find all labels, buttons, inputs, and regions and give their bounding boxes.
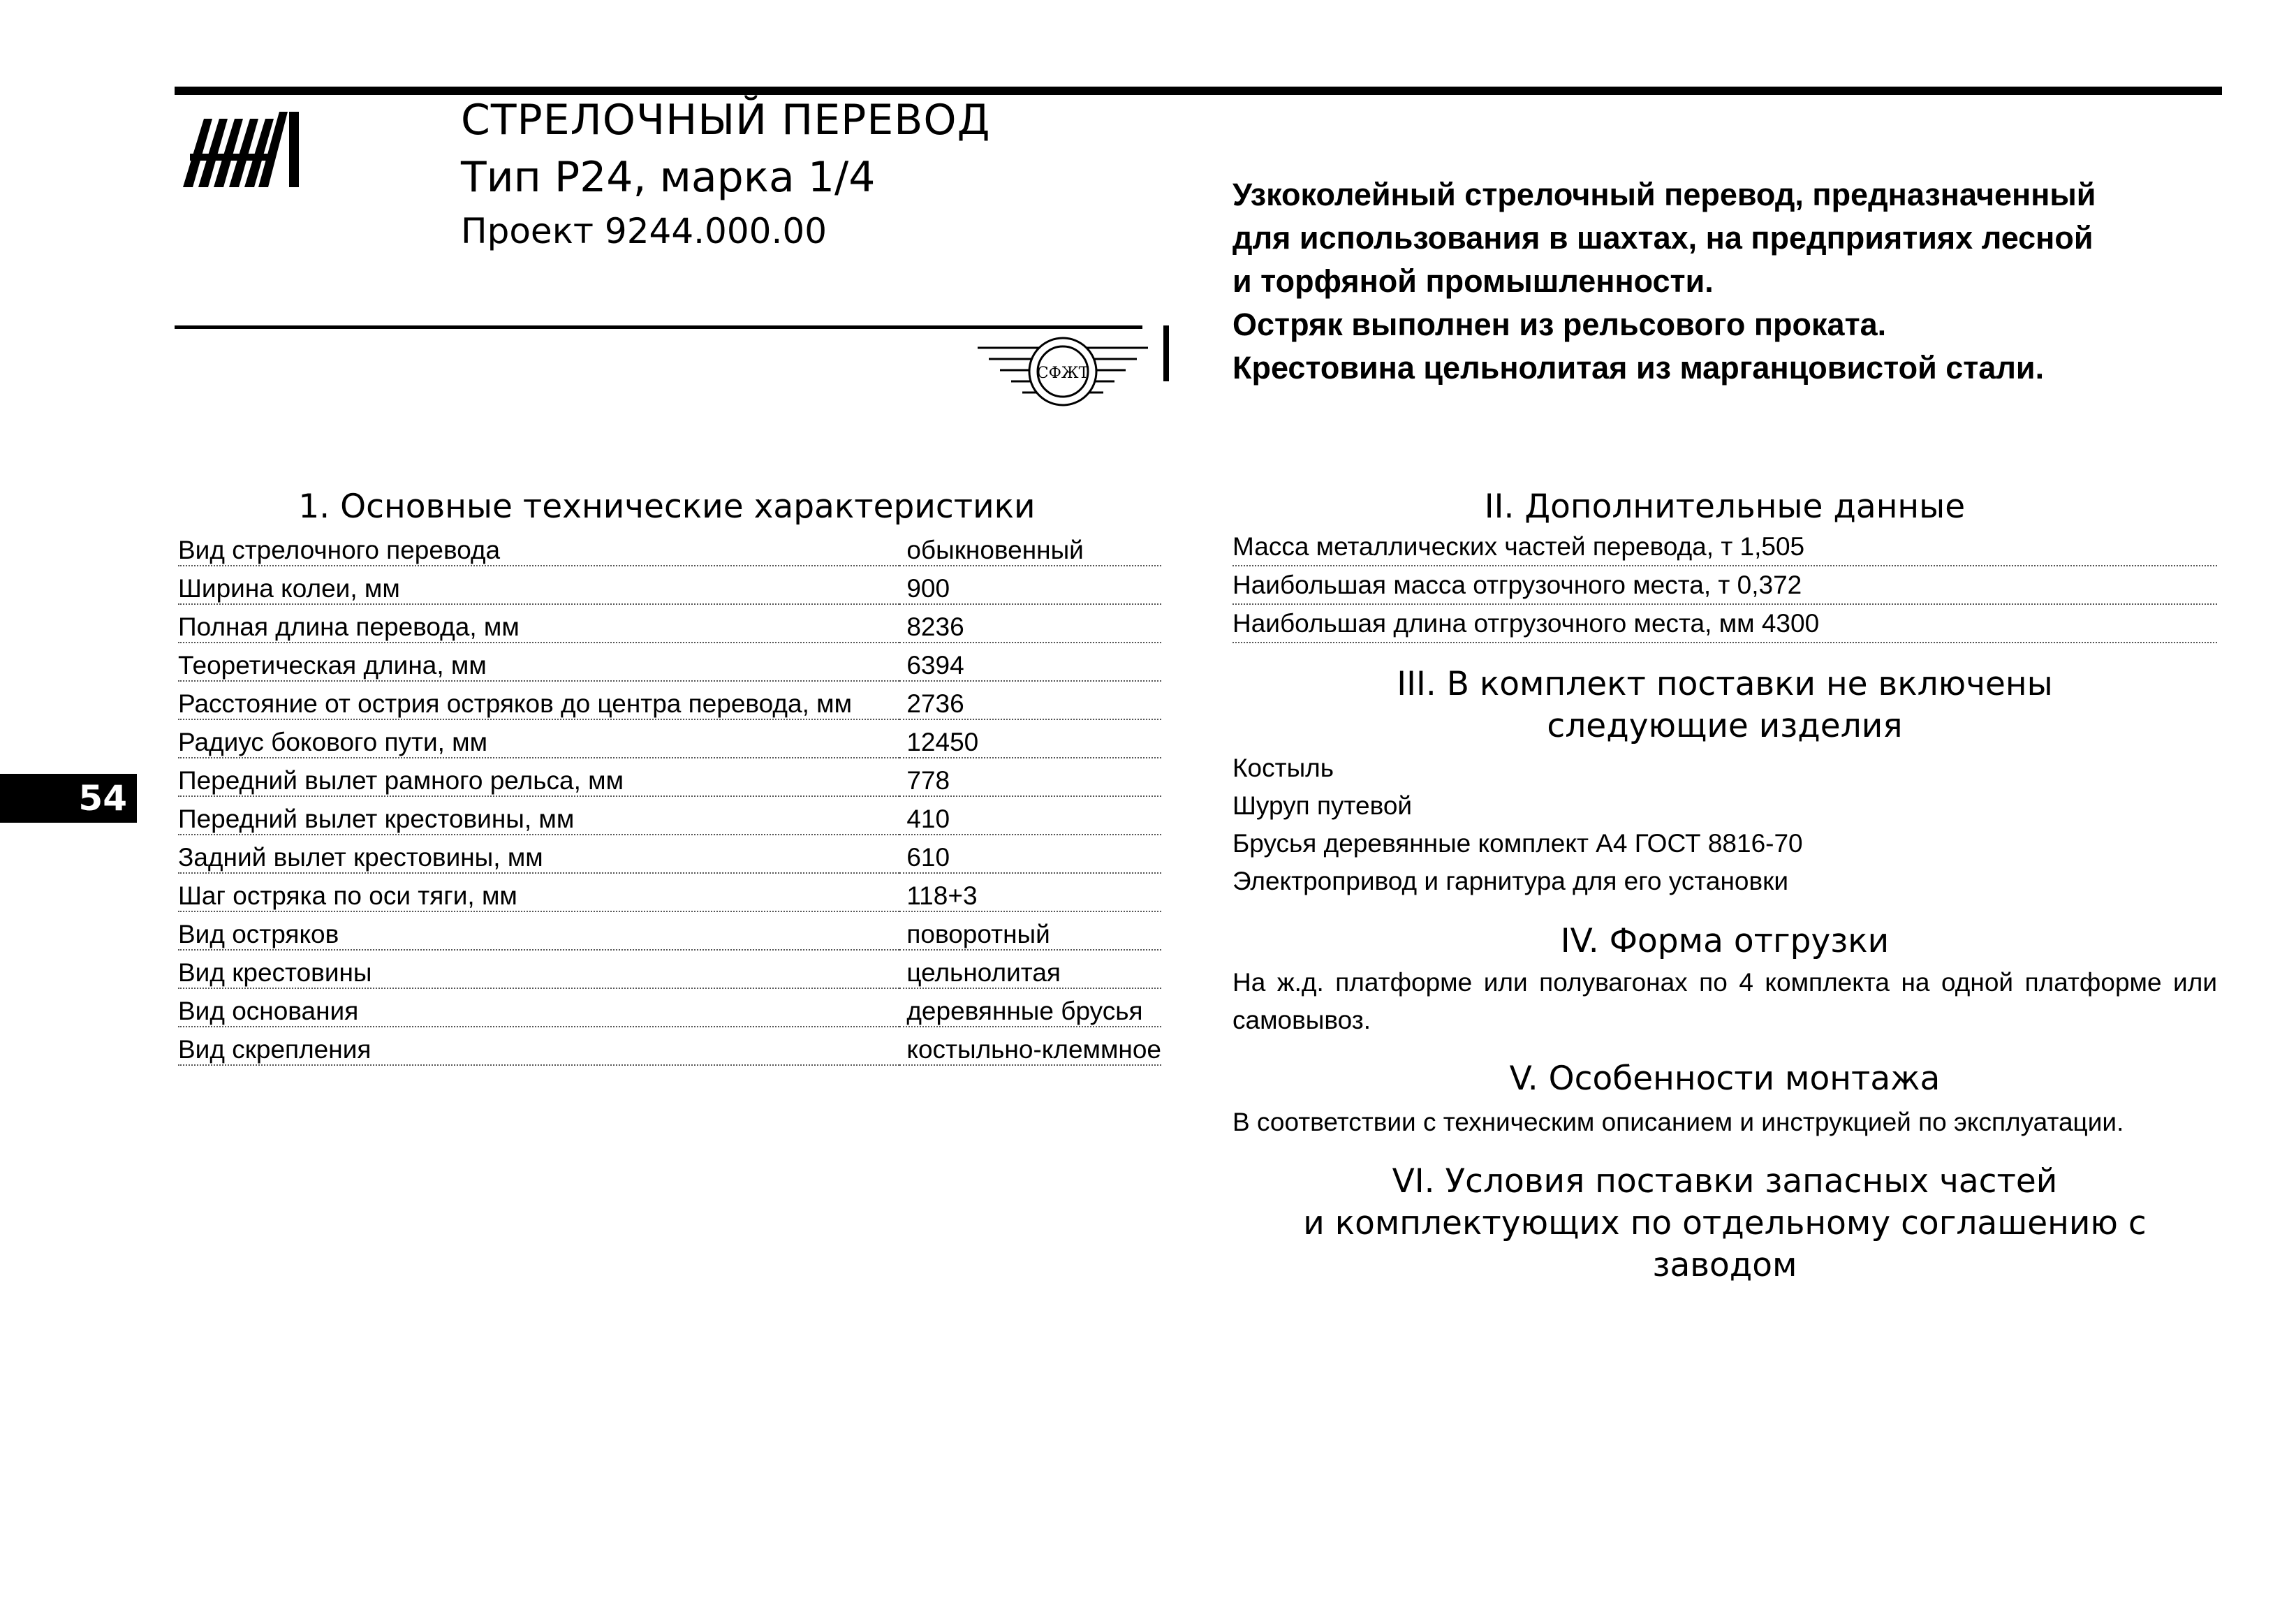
intro-line: и торфяной промышленности. bbox=[1232, 263, 1714, 299]
intro-line: Остряк выполнен из рельсового проката. bbox=[1232, 307, 1887, 342]
spec-value: обыкновенный bbox=[899, 528, 1161, 566]
table-row bbox=[178, 643, 1161, 681]
spec-value: 12450 bbox=[899, 719, 1161, 758]
section6-title-line1: VI. Условия поставки запасных частей bbox=[1392, 1162, 2058, 1201]
section6-title bbox=[1232, 1161, 2217, 1286]
list-item: Брусья деревянные комплект А4 ГОСТ 8816-70 bbox=[1232, 829, 1803, 858]
spec-label: Ширина колеи, мм bbox=[178, 566, 899, 604]
spec-label: Вид остряков bbox=[178, 911, 899, 950]
intro-line: Крестовина цельнолитая из марганцовистой стали. bbox=[1232, 350, 2045, 386]
spec-value: 410 bbox=[899, 796, 1161, 835]
table-row bbox=[178, 758, 1161, 796]
spec-label: Вид скрепления bbox=[178, 1027, 899, 1065]
spec-label: Вид стрелочного перевода bbox=[178, 528, 899, 566]
spec-value: 610 bbox=[899, 835, 1161, 873]
page-number: 54 bbox=[0, 774, 137, 823]
excluded-items-list bbox=[1232, 749, 1803, 900]
section6-title-line2: и комплектующих по отдельному соглашению с заводом bbox=[1303, 1204, 2147, 1284]
table-row bbox=[178, 719, 1161, 758]
section3-title bbox=[1232, 663, 2217, 747]
top-rule bbox=[175, 87, 2222, 95]
spec-value: 8236 bbox=[899, 604, 1161, 643]
installation-text: В соответствии с техническим описанием и инструкцией по эксплуатации. bbox=[1232, 1108, 2124, 1136]
spec-label: Задний вылет крестовины, мм bbox=[178, 835, 899, 873]
spec-value: 778 bbox=[899, 758, 1161, 796]
spec-label: Расстояние от острия остряков до центра перевода, мм bbox=[178, 681, 899, 719]
spec-label: Радиус бокового пути, мм bbox=[178, 719, 899, 758]
table-row bbox=[178, 911, 1161, 950]
spec-value: 6394 bbox=[899, 643, 1161, 681]
table-row bbox=[178, 835, 1161, 873]
spec-label: Полная длина перевода, мм bbox=[178, 604, 899, 643]
table-row bbox=[178, 604, 1161, 643]
spec-label: Теоретическая длина, мм bbox=[178, 643, 899, 681]
railway-emblem-icon bbox=[972, 328, 1154, 419]
spec-value: поворотный bbox=[899, 911, 1161, 950]
spec-value: 118+3 bbox=[899, 873, 1161, 911]
list-item: Шуруп путевой bbox=[1232, 791, 1413, 820]
list-item: Костыль bbox=[1232, 754, 1334, 782]
list-item: Наибольшая масса отгрузочного места, т 0,372 bbox=[1232, 566, 2217, 605]
spec-label: Передний вылет крестовины, мм bbox=[178, 796, 899, 835]
table-row bbox=[178, 950, 1161, 988]
section1-title: 1. Основные технические характеристики bbox=[298, 487, 1036, 526]
intro-description bbox=[1232, 173, 2140, 390]
section4-title: IV. Форма отгрузки bbox=[1560, 922, 1890, 960]
table-row bbox=[178, 988, 1161, 1027]
section3-title-line2: следующие изделия bbox=[1547, 707, 1903, 745]
spec-value: 2736 bbox=[899, 681, 1161, 719]
intro-line: для использования в шахтах, на предприятиях лесной bbox=[1232, 220, 2093, 256]
section5-title: V. Особенности монтажа bbox=[1509, 1059, 1941, 1098]
list-item: Наибольшая длина отгрузочного места, мм 4300 bbox=[1232, 605, 2217, 643]
spec-value: 900 bbox=[899, 566, 1161, 604]
spec-label: Вид крестовины bbox=[178, 950, 899, 988]
spec-label: Вид основания bbox=[178, 988, 899, 1027]
spec-value: деревянные брусья bbox=[899, 988, 1161, 1027]
title-block bbox=[461, 96, 991, 251]
emblem-label: СФЖТ bbox=[1036, 365, 1089, 382]
project-line: Проект 9244.000.00 bbox=[461, 211, 827, 251]
specifications-table bbox=[178, 528, 1161, 1066]
list-item: Электропривод и гарнитура для его установки bbox=[1232, 867, 1788, 895]
spec-value: цельнолитая bbox=[899, 950, 1161, 988]
table-row bbox=[178, 566, 1161, 604]
additional-data-list bbox=[1232, 528, 2217, 643]
header-divider-end bbox=[1163, 325, 1169, 381]
table-row bbox=[178, 873, 1161, 911]
intro-line: Узкоколейный стрелочный перевод, предназначенный bbox=[1232, 177, 2096, 212]
spec-label: Шаг остряка по оси тяги, мм bbox=[178, 873, 899, 911]
shipment-text: На ж.д. платформе или полувагонах по 4 комплекта на одной платформе или самовывоз. bbox=[1232, 968, 2217, 1034]
company-logo bbox=[183, 105, 309, 189]
spec-label: Передний вылет рамного рельса, мм bbox=[178, 758, 899, 796]
page-title: СТРЕЛОЧНЫЙ ПЕРЕВОД bbox=[461, 96, 991, 145]
table-row bbox=[178, 681, 1161, 719]
section3-title-line1: III. В комплект поставки не включены bbox=[1397, 665, 2053, 703]
list-item: Масса металлических частей перевода, т 1,505 bbox=[1232, 528, 2217, 566]
table-row bbox=[178, 796, 1161, 835]
spec-value: костыльно-клеммное bbox=[899, 1027, 1161, 1065]
section2-title: II. Дополнительные данные bbox=[1484, 487, 1966, 526]
table-row bbox=[178, 1027, 1161, 1065]
type-line: Тип Р24, марка 1/4 bbox=[461, 153, 876, 202]
table-row bbox=[178, 528, 1161, 566]
